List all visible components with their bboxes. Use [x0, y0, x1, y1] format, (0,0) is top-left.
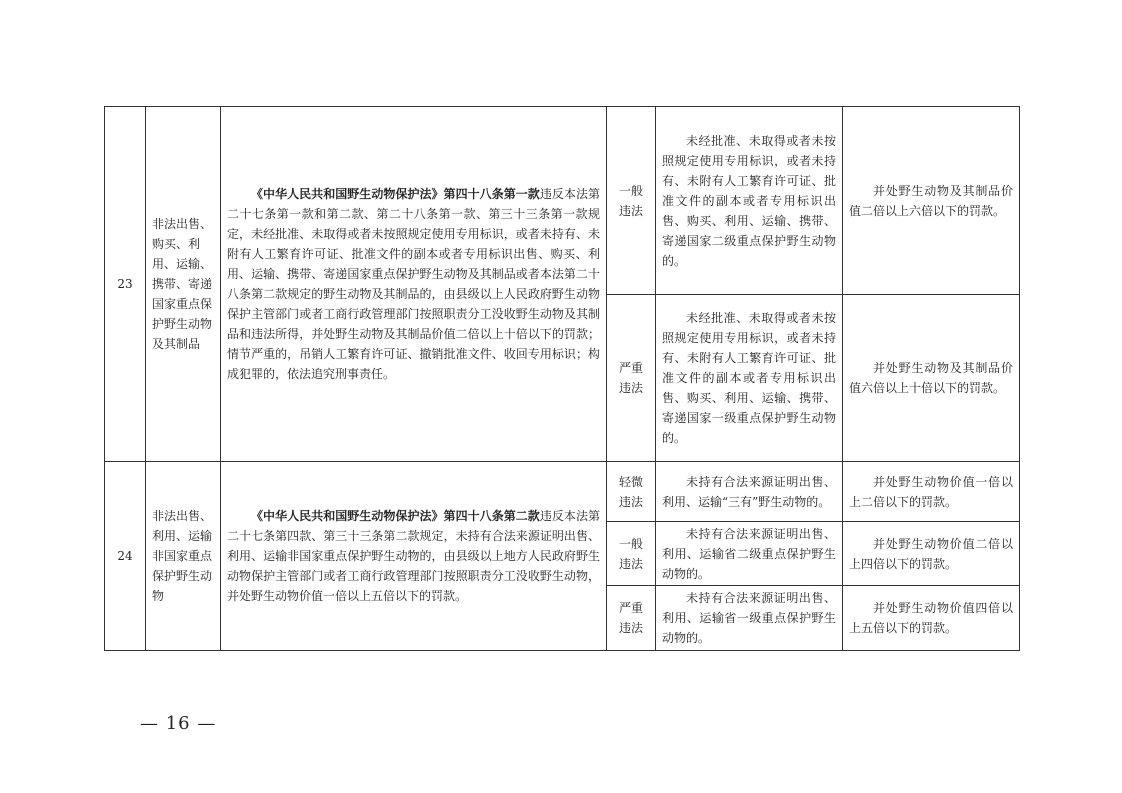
penalty-table	[104, 106, 1020, 651]
penalty-standard: 并处野生动物价值一倍以上二倍以下的罚款。	[843, 462, 1020, 522]
penalty-standard: 并处野生动物价值二倍以上四倍以下的罚款。	[843, 522, 1020, 586]
penalty-standard: 并处野生动物价值四倍以上五倍以下的罚款。	[843, 586, 1020, 651]
violation-level: 严重违法	[607, 295, 656, 462]
violation-level: 轻微违法	[607, 462, 656, 522]
violation-name: 非法出售、购买、利用、运输、携带、寄递国家重点保护野生动物及其制品	[146, 107, 221, 462]
violation-level: 一般违法	[607, 522, 656, 586]
legal-basis-title: 《中华人民共和国野生动物保护法》第四十八条第二款	[251, 509, 540, 523]
violation-name: 非法出售、利用、运输非国家重点保护野生动物	[146, 462, 221, 651]
violation-situation: 未经批准、未取得或者未按照规定使用专用标识，或者未持有、未附有人工繁育许可证、批准文件的副本或者专用标识出售、购买、利用、运输、携带、寄递国家二级重点保护野生动物的。	[656, 107, 843, 295]
legal-basis-title: 《中华人民共和国野生动物保护法》第四十八条第一款	[251, 187, 540, 201]
legal-basis	[221, 107, 607, 462]
violation-level: 一般违法	[607, 107, 656, 295]
violation-situation: 未持有合法来源证明出售、利用、运输省二级重点保护野生动物的。	[656, 522, 843, 586]
row-number: 24	[105, 462, 146, 651]
penalty-standard: 并处野生动物及其制品价值二倍以上六倍以下的罚款。	[843, 107, 1020, 295]
table-row	[105, 462, 1020, 522]
legal-basis-text: 违反本法第二十七条第四款、第三十三条第二款规定，未持有合法来源证明出售、利用、运输非国家重点保护野生动物的，由县级以上地方人民政府野生动物保护主管部门或者工商行政管理部门按照职责分工没收野生动物，并处野生动物价值一倍以上五倍以下的罚款。	[227, 509, 600, 603]
legal-basis-text: 违反本法第二十七条第一款和第二款、第二十八条第一款、第三十三条第一款规定，未经批准、未取得或者未按照规定使用专用标识，或者未持有、未附有人工繁育许可证、批准文件的副本或者专用标识出售、购买、利用、运输、携带、寄递国家重点保护野生动物及其制品或者本法第二十八条第二款规定的野生动物及其制品的，由县级以上人民政府野生动物保护主管部门或者工商行政管理部门按照职责分工没收野生动物及其制品和违法所得，并处野生动物及其制品价值二倍以上十倍以下的罚款；情节严重的，吊销人工繁育许可证、撤销批准文件、收回专用标识；构成犯罪的，依法追究刑事责任。	[227, 187, 600, 381]
violation-situation: 未持有合法来源证明出售、利用、运输“三有”野生动物的。	[656, 462, 843, 522]
legal-basis	[221, 462, 607, 651]
page-number: — 16 —	[140, 713, 217, 734]
row-number: 23	[105, 107, 146, 462]
violation-situation: 未持有合法来源证明出售、利用、运输省一级重点保护野生动物的。	[656, 586, 843, 651]
penalty-standard: 并处野生动物及其制品价值六倍以上十倍以下的罚款。	[843, 295, 1020, 462]
violation-level: 严重违法	[607, 586, 656, 651]
violation-situation: 未经批准、未取得或者未按照规定使用专用标识，或者未持有、未附有人工繁育许可证、批准文件的副本或者专用标识出售、购买、利用、运输、携带、寄递国家一级重点保护野生动物的。	[656, 295, 843, 462]
table-row	[105, 107, 1020, 295]
